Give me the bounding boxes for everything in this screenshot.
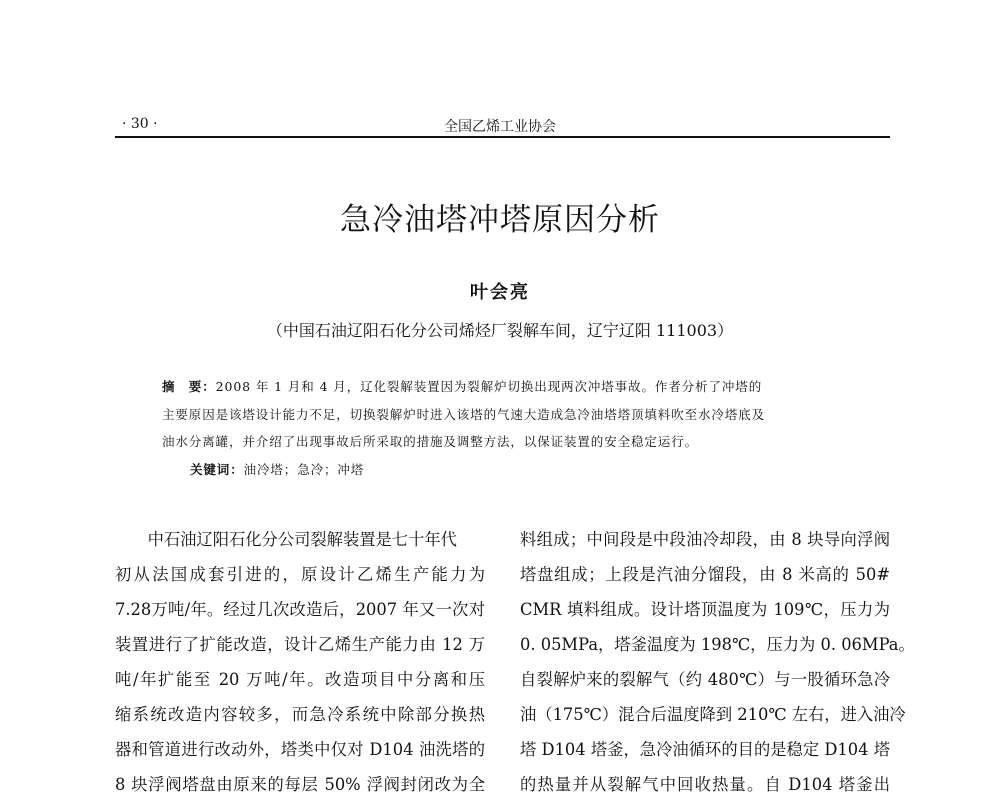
body-line: 缩系统改造内容较多，而急冷系统中除部分换热	[115, 705, 485, 724]
body-line: 料组成；中间段是中段油冷却段，由 8 块导向浮阀	[520, 530, 890, 549]
body-line: 的热量并从裂解气中回收热量。自 D104 塔釜出	[520, 775, 890, 794]
journal-name: 全国乙烯工业协会	[444, 119, 556, 135]
keywords-value: 油冷塔；急冷；冲塔	[243, 462, 365, 477]
abstract-line: 油水分离罐，并介绍了出现事故后所采取的措施及调整方法，以保证装置的安全稳定运行。	[162, 434, 699, 449]
body-line: 器和管道进行改动外，塔类中仅对 D104 油洗塔的	[115, 740, 485, 759]
body-line: 油（175℃）混合后温度降到 210℃ 左右，进入油冷	[520, 705, 906, 724]
abstract-label: 摘 要：	[162, 379, 216, 394]
header-rule	[115, 136, 890, 138]
article-title: 急冷油塔冲塔原因分析	[340, 202, 660, 238]
body-line: 7.28万吨/年。经过几次改造后，2007 年又一次对	[115, 600, 485, 619]
body-right-column	[520, 522, 915, 802]
abstract-text: 2008 年 1 月和 4 月，辽化裂解装置因为裂解炉切换出现两次冲塔事故。作者分析了冲塔的	[215, 379, 763, 394]
keywords-line	[190, 460, 364, 478]
keywords-label: 关键词：	[190, 462, 244, 477]
body-line: CMR 填料组成。设计塔顶温度为 109℃，压力为	[520, 600, 890, 619]
body-line: 塔 D104 塔釜，急冷油循环的目的是稳定 D104 塔	[520, 740, 890, 759]
body-line: 塔盘组成；上段是汽油分馏段，由 8 米高的 50#	[520, 565, 890, 584]
body-line: 自裂解炉来的裂解气（约 480℃）与一股循环急冷	[520, 670, 890, 689]
abstract-line	[162, 377, 762, 395]
affiliation: （中国石油辽阳石化分公司烯烃厂裂解车间，辽宁辽阳 111003）	[266, 321, 734, 340]
body-left-column	[115, 522, 485, 802]
body-line: 中石油辽阳石化分公司裂解装置是七十年代	[115, 530, 457, 549]
body-line: 装置进行了扩能改造，设计乙烯生产能力由 12 万	[115, 635, 485, 654]
page-number: · 30 ·	[122, 116, 158, 132]
body-line: 初从法国成套引进的，原设计乙烯生产能力为	[115, 565, 485, 584]
body-line: 0. 05MPa，塔釜温度为 198℃，压力为 0. 06MPa。	[520, 635, 915, 654]
abstract-line: 主要原因是该塔设计能力不足，切换裂解炉时进入该塔的气速大造成急冷油塔塔顶填料吹至水冷塔底及	[162, 407, 766, 422]
body-line: 吨/年扩能至 20 万吨/年。改造项目中分离和压	[115, 670, 485, 689]
author: 叶会亮	[470, 282, 530, 303]
body-line: 8 块浮阀塔盘由原来的每层 50% 浮阀封闭改为全	[115, 775, 485, 794]
